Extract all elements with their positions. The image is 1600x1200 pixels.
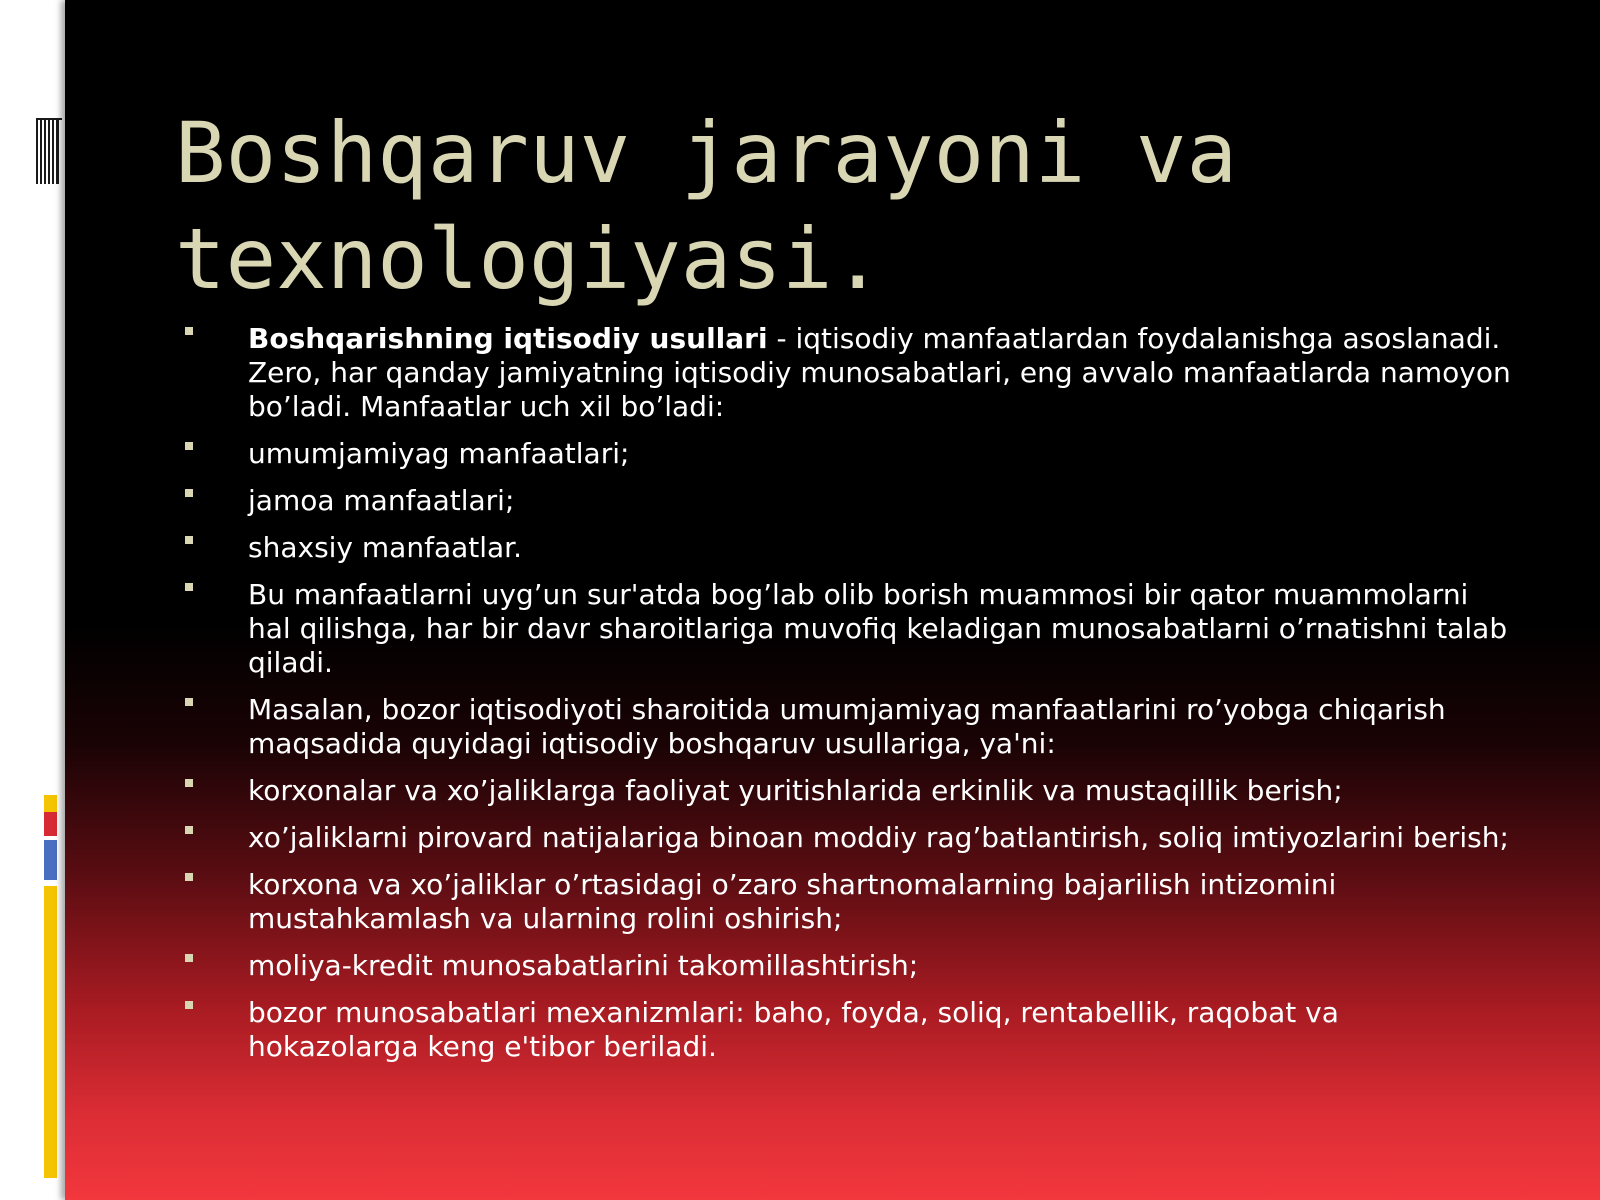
bullet-text: moliya-kredit munosabatlarini takomillashtirish; [248,949,919,982]
bullet-item [185,868,1515,936]
square-bullet-icon [185,954,193,962]
square-bullet-icon [185,698,193,706]
bullet-item [185,437,1515,471]
bullet-item [185,322,1515,424]
bullet-text: shaxsiy manfaatlar. [248,531,523,564]
vertical-lines-icon [36,118,62,184]
accent-bar-blue [44,840,57,880]
bullet-bold-term: Boshqarishning iqtisodiy usullari [248,322,768,355]
bullet-text: Bu manfaatlarni uyg’un sur'atda bog’lab olib borish muammosi bir qator muammolarni hal qilishga, har bir davr sharoitlariga muvofiq keladigan munosabatlarni o’rnatishni talab qiladi. [248,578,1508,679]
square-bullet-icon [185,489,193,497]
square-bullet-icon [185,873,193,881]
slide-title: Boshqaruv jarayoni va texnologiyasi. [175,104,1238,308]
square-bullet-icon [185,826,193,834]
bullet-list [185,322,1515,1077]
bullet-item [185,531,1515,565]
bullet-item [185,578,1515,680]
bullet-item [185,949,1515,983]
bullet-text: korxona va xo’jaliklar o’rtasidagi o’zaro shartnomalarning bajarilish intizomini mustahkamlash va ularning rolini oshirish; [248,868,1337,935]
bullet-text: Masalan, bozor iqtisodiyoti sharoitida umumjamiyag manfaatlarini ro’yobga chiqarish maqsadida quyidagi iqtisodiy boshqaruv usullariga, ya'ni: [248,693,1446,760]
bullet-item [185,821,1515,855]
square-bullet-icon [185,442,193,450]
left-decor-strip [0,0,65,1200]
accent-bar-yellow [44,886,57,1178]
square-bullet-icon [185,327,193,335]
bullet-text: - iqtisodiy manfaatlardan foydalanishga asoslanadi. Zero, har qanday jamiyatning iqtisodiy munosabatlari, eng avvalo manfaatlarda namoyon bo’ladi. Manfaatlar uch xil bo’ladi: [248,322,1511,423]
square-bullet-icon [185,779,193,787]
bullet-item [185,484,1515,518]
accent-bar-red [44,812,57,836]
bullet-item [185,996,1515,1064]
bullet-item [185,693,1515,761]
bullet-item [185,774,1515,808]
square-bullet-icon [185,1001,193,1009]
square-bullet-icon [185,583,193,591]
bullet-text: korxonalar va xo’jaliklarga faoliyat yuritishlarida erkinlik va mustaqillik berish; [248,774,1343,807]
square-bullet-icon [185,536,193,544]
bullet-text: xo’jaliklarni pirovard natijalariga binoan moddiy rag’batlantirish, soliq imtiyozlarini berish; [248,821,1509,854]
bullet-text: umumjamiyag manfaatlari; [248,437,630,470]
bullet-text: jamoa manfaatlari; [248,484,515,517]
accent-bar-yellow-top [44,795,57,812]
bullet-text: bozor munosabatlari mexanizmlari: baho, foyda, soliq, rentabellik, raqobat va hokazolarga keng e'tibor beriladi. [248,996,1339,1063]
